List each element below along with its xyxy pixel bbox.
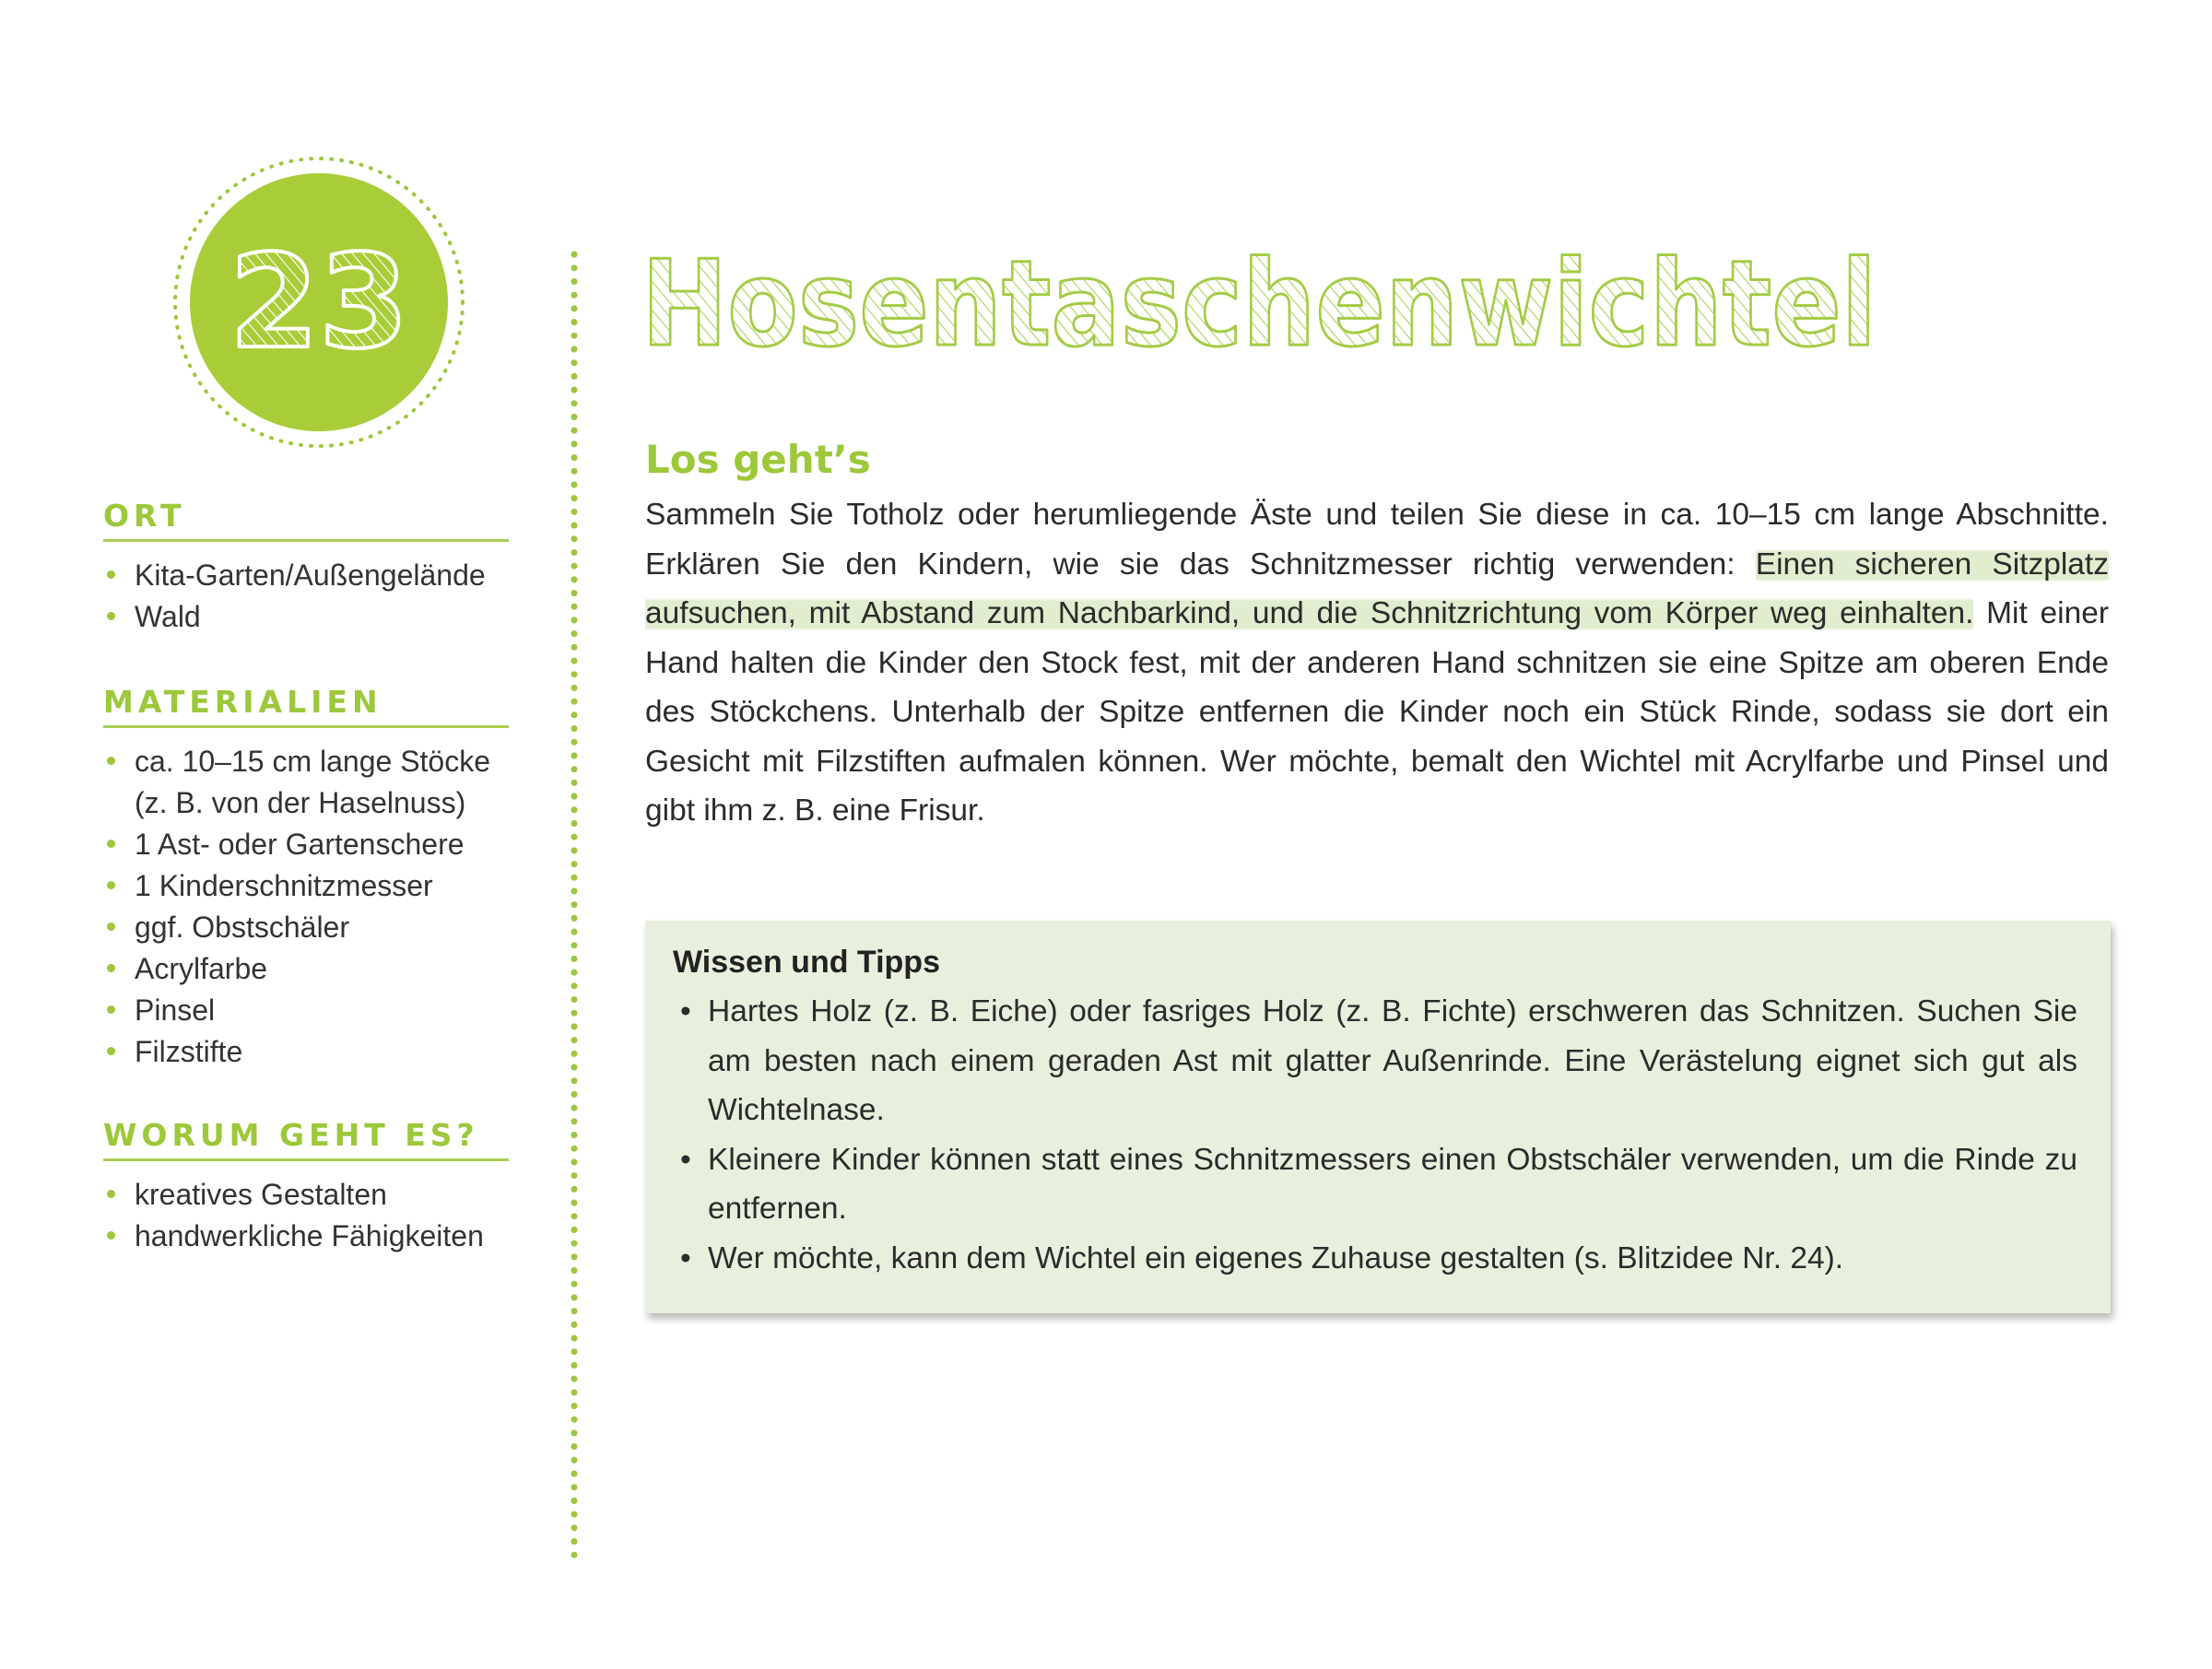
number-badge-graphic bbox=[171, 155, 466, 450]
sidebar-list-item: ca. 10–15 cm lange Stöcke bbox=[103, 741, 509, 782]
sidebar-list-materialien bbox=[103, 741, 509, 1073]
sidebar-list-item: Acrylfarbe bbox=[103, 948, 509, 990]
sidebar-list-item: Pinsel bbox=[103, 990, 509, 1031]
tip-item: • Hartes Holz (z. B. Eiche) oder fasriges Holz (z. B. Fichte) erschweren das Schnitzen. Suchen Sie am besten nach einem geraden Ast mit glatter Außenrinde. Eine Verästelung eignet sich gut als Wichtelnase. bbox=[673, 987, 2077, 1135]
instructions-paragraph bbox=[645, 490, 2109, 836]
sidebar-list-item: 1 Kinderschnitzmesser bbox=[103, 865, 509, 907]
sidebar-section-worum-geht-es bbox=[103, 1117, 509, 1257]
tips-title: Wissen und Tipps bbox=[673, 945, 940, 980]
paragraph-text-before: Sammeln Sie Totholz oder herumliegende Äste und teilen Sie diese in ca. 10–15 cm lange Abschnitte. Erklären Sie den Kindern, wie sie das Schnitzmesser richtig verwenden: bbox=[645, 498, 2109, 582]
tip-item: • Kleinere Kinder können statt eines Schnitzmessers einen Obstschäler verwenden, um die Rinde zu entfernen. bbox=[673, 1135, 2077, 1234]
tips-box bbox=[645, 921, 2111, 1313]
sidebar-heading-materialien: MATERIALIEN bbox=[103, 684, 509, 728]
page-title-text: Hosentaschenwichtel bbox=[641, 236, 1877, 373]
sidebar-list-item: ggf. Obstschäler bbox=[103, 907, 509, 948]
page-title bbox=[641, 227, 1932, 374]
page-title-graphic bbox=[641, 227, 1932, 374]
tip-item: • Wer möchte, kann dem Wichtel ein eigenes Zuhause gestalten (s. Blitzidee Nr. 24). bbox=[673, 1234, 2077, 1284]
sidebar-section-materialien bbox=[103, 684, 509, 1073]
sidebar-list-item: Kita-Garten/Außengelände bbox=[103, 555, 509, 596]
sidebar-heading-ort: ORT bbox=[103, 498, 509, 542]
sidebar-list-ort bbox=[103, 555, 509, 638]
sidebar-list-item: Filzstifte bbox=[103, 1031, 509, 1073]
vertical-dotted-divider bbox=[569, 251, 580, 1567]
sidebar-heading-worum-geht-es: WORUM GEHT ES? bbox=[103, 1117, 509, 1161]
sidebar-list-item: kreatives Gestalten bbox=[103, 1174, 509, 1216]
paragraph-text-after: Mit einer Hand halten die Kinder den Stock fest, mit der anderen Hand schnitzen sie eine Spitze am oberen Ende des Stöckchens. Unterhalb der Spitze entfernen die Kinder noch ein Stück Rinde, sodass sie dort ein Gesicht mit Filzstiften aufmalen können. Wer möchte, bemalt den Wichtel mit Acrylfarbe und Pinsel und gibt ihm z. B. eine Frisur. bbox=[645, 596, 2110, 828]
section-heading: Los geht’s bbox=[645, 437, 871, 482]
activity-number: 23 bbox=[229, 228, 409, 378]
tips-list bbox=[673, 987, 2077, 1283]
sidebar-section-ort bbox=[103, 498, 509, 638]
sidebar-list-worum-geht-es bbox=[103, 1174, 509, 1257]
activity-number-badge bbox=[171, 155, 466, 450]
highlighted-safety-text: Einen sicheren Sitzplatz aufsuchen, mit Abstand zum Nachbarkind, und die Schnitzrichtung vom Körper weg einhalten. bbox=[645, 547, 2109, 630]
sidebar-list-item: handwerkliche Fähigkeiten bbox=[103, 1216, 509, 1257]
sidebar-list-item: 1 Ast- oder Gartenschere bbox=[103, 824, 509, 865]
sidebar-list-item-continuation: (z. B. von der Haselnuss) bbox=[135, 786, 466, 819]
sidebar-list-item: Wald bbox=[103, 596, 509, 638]
